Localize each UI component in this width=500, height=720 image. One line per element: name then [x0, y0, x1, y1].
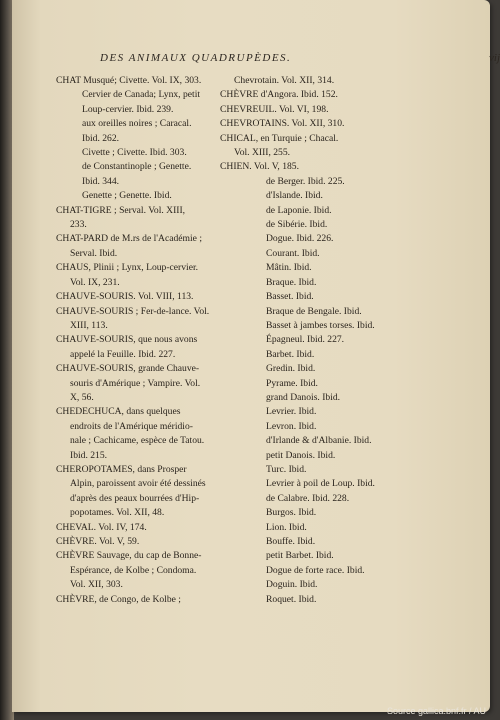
index-entry: Pyrame. Ibid. [266, 377, 318, 389]
index-entry: CHÈVRE Sauvage, du cap de Bonne- [56, 550, 202, 562]
index-entry: Burgos. Ibid. [266, 507, 317, 519]
index-entry: CHICAL, en Turquie ; Chacal. [220, 132, 339, 144]
index-entry: de Constantinople ; Genette. [82, 161, 192, 173]
index-entry: Genette ; Genette. Ibid. [82, 190, 172, 202]
index-entry: Ibid. 215. [70, 449, 108, 461]
index-entry: CHAT-PARD de M.rs de l'Académie ; [56, 233, 202, 245]
index-entry: CHEROPOTAMES, dans Prosper [56, 463, 187, 475]
index-entry: popotames. Vol. XII, 48. [70, 507, 165, 519]
index-entry: 233. [70, 219, 87, 231]
index-entry: Ibid. 344. [82, 175, 120, 187]
index-entry: d'Islande. Ibid. [266, 190, 323, 202]
index-entry: CHEVROTAINS. Vol. XII, 310. [220, 118, 345, 130]
index-entry: Levron. Ibid. [266, 420, 317, 432]
page-number: vij [489, 52, 500, 64]
index-entry: Braque de Bengale. Ibid. [266, 305, 362, 317]
index-entry: CHÈVRE, de Congo, de Kolbe ; [56, 593, 181, 605]
index-entry: appelé la Feuille. Ibid. 227. [70, 348, 176, 360]
index-entry: Braque. Ibid. [266, 276, 317, 288]
index-entry: Gredin. Ibid. [266, 363, 316, 375]
book-page [12, 0, 500, 712]
index-entry: CHAT-TIGRE ; Serval. Vol. XIII, [56, 204, 186, 216]
index-entry: Courant. Ibid. [266, 247, 320, 259]
index-entry: d'après des peaux bourrées d'Hip- [70, 492, 200, 504]
index-entry: Doguin. Ibid. [266, 579, 318, 591]
index-entry: CHIEN. Vol. V, 185. [220, 161, 299, 173]
index-entry: Épagneul. Ibid. 227. [266, 334, 345, 346]
index-entry: CHEDECHUCA, dans quelques [56, 406, 181, 418]
running-head [100, 52, 500, 64]
index-entry: CHAUVE-SOURIS, grande Chauve- [56, 363, 200, 375]
index-entry: Loup-cervier. Ibid. 239. [82, 103, 174, 115]
index-entry: Levrier à poil de Loup. Ibid. [266, 478, 375, 490]
index-entry: Dogue de forte race. Ibid. [266, 564, 365, 576]
index-entry: X, 56. [70, 391, 94, 403]
index-entry: Basset. Ibid. [266, 291, 314, 303]
index-entry: de Calabre. Ibid. 228. [266, 492, 350, 504]
index-entry: Basset à jambes torses. Ibid. [266, 319, 375, 331]
index-entry: Bouffe. Ibid. [266, 536, 316, 547]
index-entry: nale ; Cachicame, espèce de Tatou. [70, 435, 205, 447]
index-entry: CHAUVE-SOURIS ; Fer-de-lance. Vol. [56, 305, 210, 317]
index-entry: aux oreilles noires ; Caracal. [82, 118, 192, 130]
index-entry: CHEVAL. Vol. IV, 174. [56, 521, 147, 533]
index-entry: Turc. Ibid. [266, 463, 307, 475]
index-entry: petit Barbet. Ibid. [266, 550, 334, 562]
index-entry: de Sibérie. Ibid. [266, 219, 328, 231]
index-entry: Dogue. Ibid. 226. [266, 233, 334, 245]
index-entry: CHAT Musqué; Civette. Vol. IX, 303. [56, 75, 202, 86]
index-entry: petit Danois. Ibid. [266, 449, 336, 461]
index-entry: Chevrotain. Vol. XII, 314. [234, 75, 335, 86]
index-entry: Ibid. 262. [82, 132, 120, 144]
index-entry: de Laponie. Ibid. [266, 204, 332, 216]
index-entry: de Berger. Ibid. 225. [266, 175, 345, 187]
index-entry: Vol. IX, 231. [70, 276, 120, 288]
index-entry: souris d'Amérique ; Vampire. Vol. [70, 377, 201, 389]
index-entry: Lion. Ibid. [266, 521, 307, 533]
index-entry: CHAUVE-SOURIS. Vol. VIII, 113. [56, 291, 194, 303]
index-entry: CHAUVE-SOURIS, que nous avons [56, 334, 198, 346]
index-column-right [220, 74, 410, 607]
index-entry: Roquet. Ibid. [266, 593, 317, 605]
index-entry: Vol. XII, 303. [70, 579, 123, 591]
running-head-title: DES ANIMAUX QUADRUPÈDES. [100, 52, 292, 64]
index-entry: Barbet. Ibid. [266, 348, 315, 360]
index-entry: CHAUS, Plinii ; Lynx, Loup-cervier. [56, 262, 199, 274]
index-entry: endroits de l'Amérique méridio- [70, 420, 193, 432]
index-entry: XIII, 113. [70, 319, 108, 331]
index-entry: Levrier. Ibid. [266, 406, 317, 418]
index-entry: Mâtin. Ibid. [266, 262, 312, 274]
index-entry: Vol. XIII, 255. [234, 147, 291, 159]
index-entry: grand Danois. Ibid. [266, 391, 341, 403]
index-entry: Serval. Ibid. [70, 247, 118, 259]
index-entry: Civette ; Civette. Ibid. 303. [82, 147, 187, 159]
index-entry: CHÈVRE. Vol. V, 59. [56, 536, 140, 547]
index-entry: CHÈVRE d'Angora. Ibid. 152. [220, 89, 338, 101]
index-entry: Espérance, de Kolbe ; Condoma. [70, 564, 197, 576]
source-attribution: Source gallica.bnf.fr / AU [386, 706, 486, 716]
index-entry: CHEVREUIL. Vol. VI, 198. [220, 103, 329, 115]
index-entry: Alpin, paroissent avoir été dessinés [70, 478, 206, 490]
index-entry: d'Irlande & d'Albanie. Ibid. [266, 435, 372, 447]
index-entry: Cervier de Canada; Lynx, petit [82, 89, 201, 101]
